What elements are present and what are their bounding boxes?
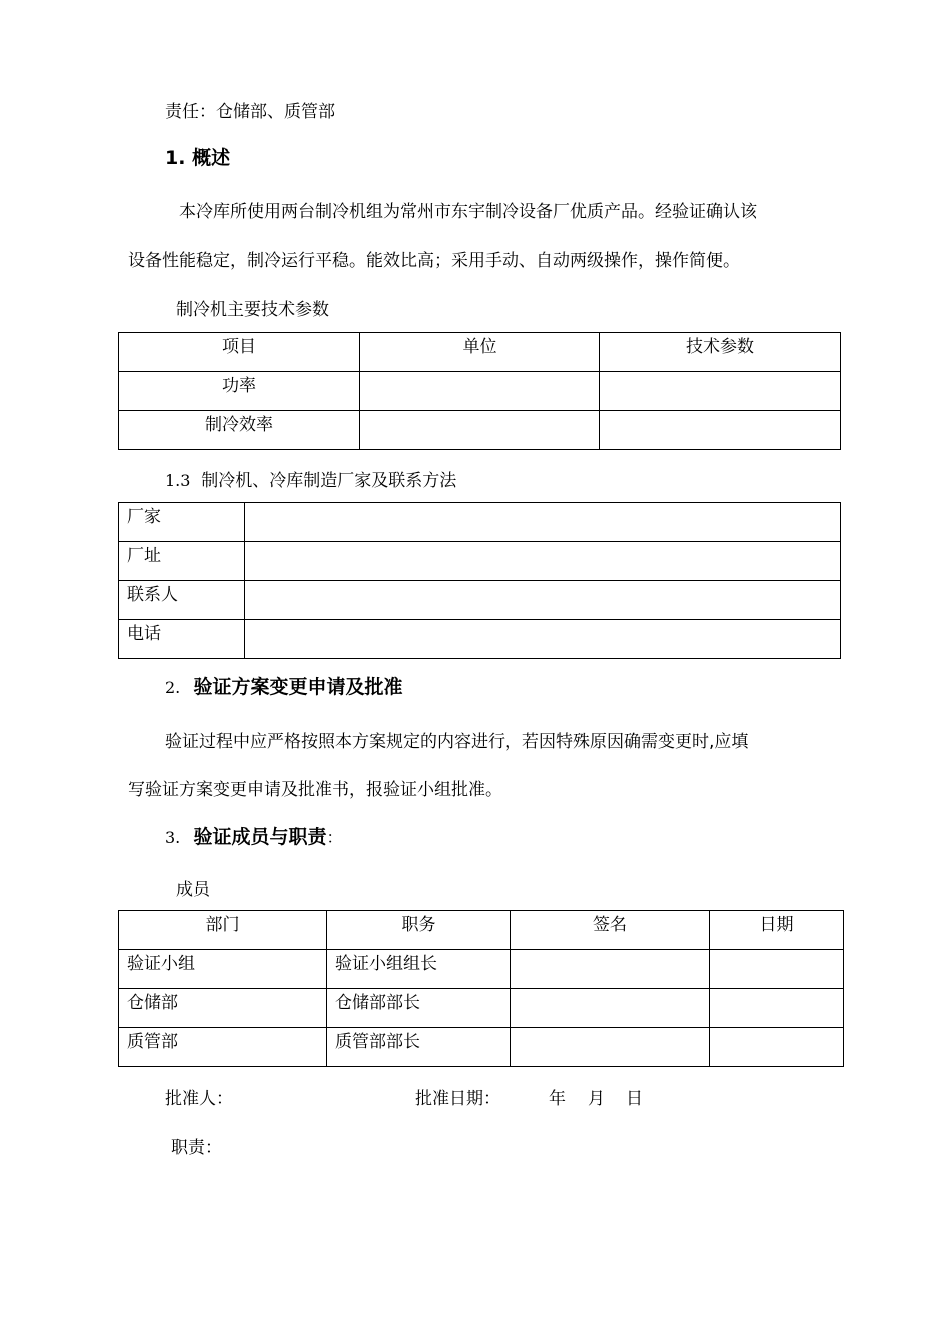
table-cell [710,989,844,1028]
approval-date-label: 批准日期： [415,1089,500,1109]
section1-heading [165,143,230,170]
change-line2: 写验证方案变更申请及批准书，报验证小组批准。 [128,780,502,800]
table-cell [600,411,841,450]
table-cell [245,542,841,581]
table-cell [245,620,841,659]
table-cell: 电话 [119,620,245,659]
table-row [119,620,841,659]
table-cell [245,581,841,620]
table-cell [511,989,710,1028]
approval-day: 日 [626,1089,643,1109]
section13-number: 1.3 [165,471,191,490]
table-cell: 验证小组组长 [327,950,511,989]
table-cell: 功率 [119,372,360,411]
header-cell: 签名 [511,911,710,950]
vendor-table [118,502,841,659]
section2-number: 2. [165,678,181,697]
members-table [118,910,844,1067]
section3-number: 3. [165,828,181,847]
table-cell [511,950,710,989]
table-cell [710,1028,844,1067]
table-row [119,989,844,1028]
table-cell: 质管部部长 [327,1028,511,1067]
header-cell: 日期 [710,911,844,950]
table-row [119,1028,844,1067]
table-cell [710,950,844,989]
params-caption: 制冷机主要技术参数 [176,300,329,320]
table-header-row [119,333,841,372]
section2-heading [165,672,403,699]
header-cell: 技术参数 [600,333,841,372]
section2-title: 验证方案变更申请及批准 [193,676,403,698]
change-line1: 验证过程中应严格按照本方案规定的内容进行，若因特殊原因确需变更时,应填 [165,732,749,752]
table-cell: 仓储部 [119,989,327,1028]
table-cell [600,372,841,411]
table-cell: 制冷效率 [119,411,360,450]
table-cell: 验证小组 [119,950,327,989]
header-cell: 部门 [119,911,327,950]
header-cell: 职务 [327,911,511,950]
section3-heading [165,822,343,849]
approval-month: 月 [588,1089,605,1109]
section13-title: 制冷机、冷库制造厂家及联系方法 [201,471,457,491]
section1-number: 1. [165,147,186,169]
header-cell: 项目 [119,333,360,372]
table-cell [360,372,600,411]
table-cell: 厂址 [119,542,245,581]
approver-label: 批准人： [165,1089,233,1109]
header-cell: 单位 [360,333,600,372]
duties-label: 职责： [171,1138,222,1158]
params-table [118,332,841,450]
overview-line2: 设备性能稳定，制冷运行平稳。能效比高；采用手动、自动两级操作，操作简便。 [128,251,740,271]
table-row [119,503,841,542]
table-row [119,411,841,450]
members-caption: 成员 [176,880,210,900]
table-cell: 联系人 [119,581,245,620]
table-row [119,950,844,989]
overview-line1: 本冷库所使用两台制冷机组为常州市东宇制冷设备厂优质产品。经验证确认该 [179,202,757,222]
section3-title: 验证成员与职责 [193,826,327,848]
table-row [119,542,841,581]
table-cell: 质管部 [119,1028,327,1067]
table-row [119,372,841,411]
section1-title: 概述 [192,147,231,169]
table-row [119,581,841,620]
table-cell: 厂家 [119,503,245,542]
table-cell [245,503,841,542]
section3-suffix: ： [326,828,343,847]
table-cell [360,411,600,450]
table-header-row [119,911,844,950]
table-cell: 仓储部部长 [327,989,511,1028]
approval-year: 年 [549,1089,566,1109]
section13-heading [165,466,456,491]
table-cell [511,1028,710,1067]
responsibility-line: 责任：仓储部、质管部 [165,102,335,122]
